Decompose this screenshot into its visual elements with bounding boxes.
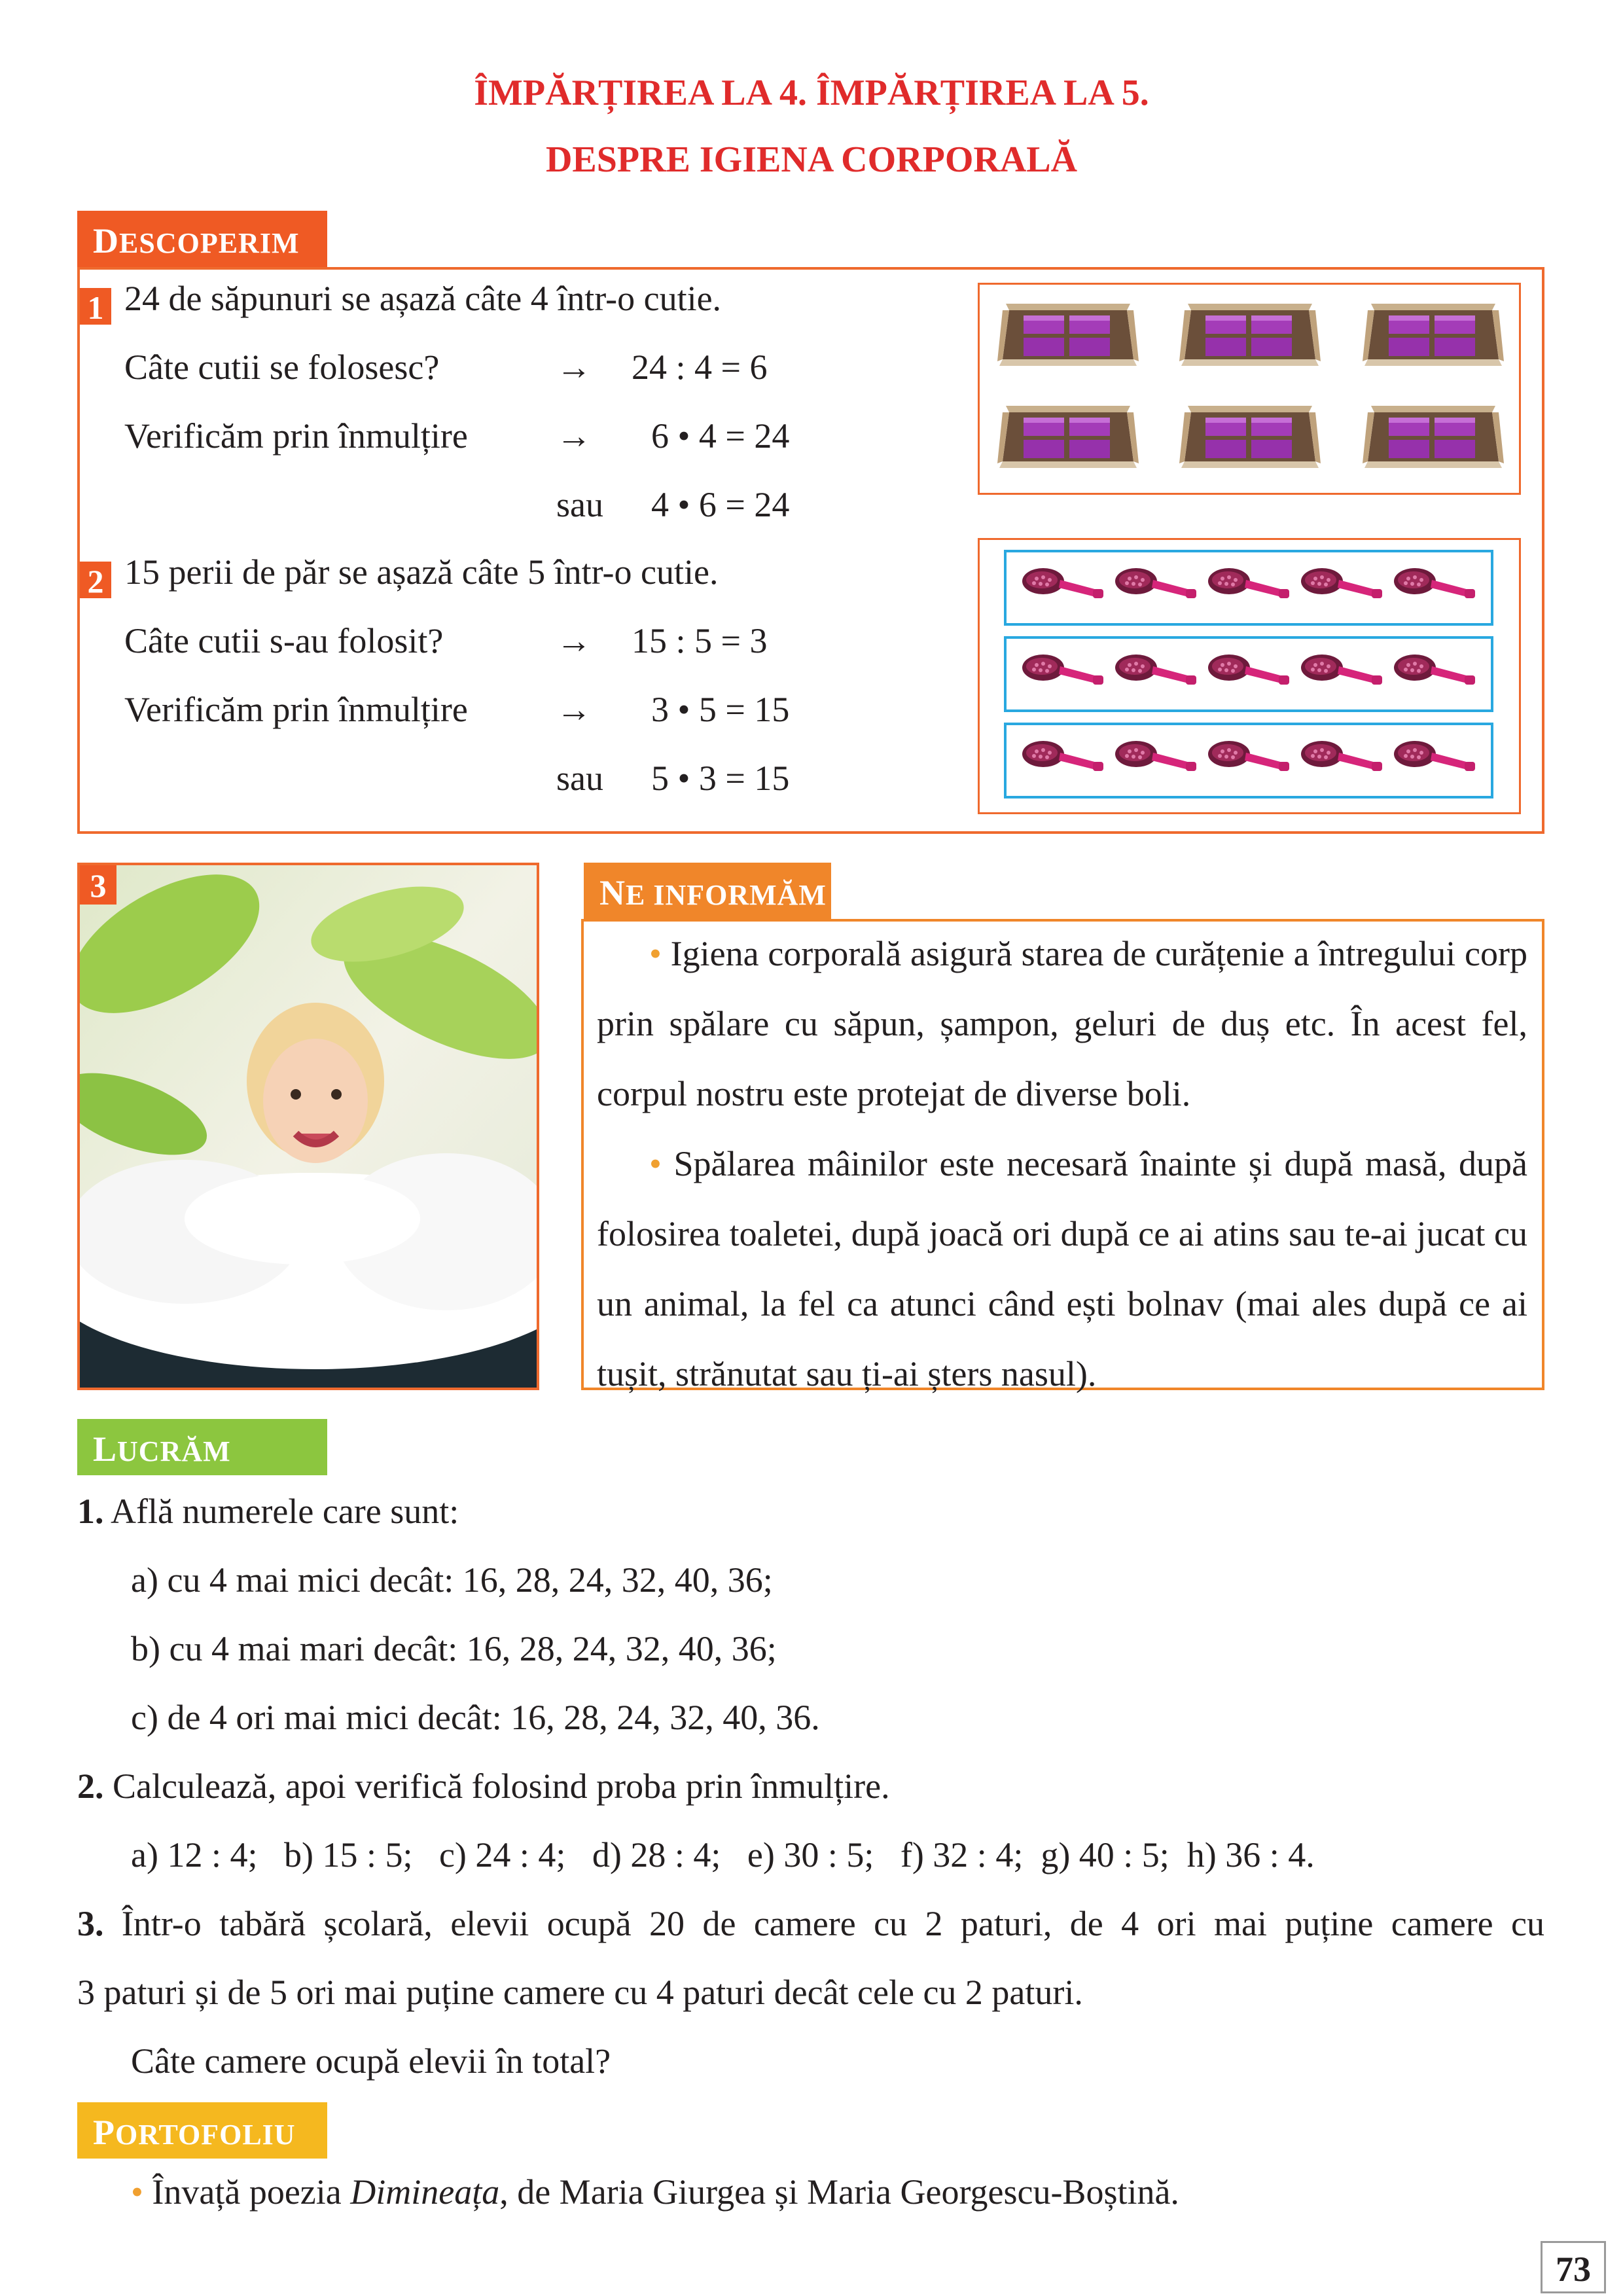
info-paragraph-1: • Igiena corporală asigură starea de curățenie a întregului corp prin spălare cu săpun, șampon, geluri de duș etc. În acest fel, corpul nostru este protejat de diverse boli. xyxy=(597,934,1527,1113)
lucram-exercise-1a: a) cu 4 mai mici decât: 16, 28, 24, 32, 40, 36; xyxy=(131,1560,773,1600)
lucram-exercise-3-question: Câte camere ocupă elevii în total? xyxy=(131,2041,611,2081)
lucram-exercise-1: 1. Află numerele care sunt: xyxy=(77,1492,459,1531)
exercise-number-1: 1 xyxy=(80,288,111,325)
soap-boxes-graphic xyxy=(978,283,1521,495)
ex1-verify-result: 6 • 4 = 24 xyxy=(651,416,790,456)
ex1-statement: 24 de săpunuri se așază câte 4 într-o cutie. xyxy=(124,279,722,318)
lucram-exercise-2-items: a) 12 : 4; b) 15 : 5; c) 24 : 4; d) 28 : 4; e) 30 : 5; f) 32 : 4; g) 40 : 5; h) 36 : 4. xyxy=(131,1835,1315,1874)
section-tab-descoperim: DESCOPERIM xyxy=(77,211,327,267)
ex2-division: 15 : 5 = 3 xyxy=(632,621,768,660)
ex2-sau-label: sau xyxy=(556,759,603,798)
ex2-verify-result: 3 • 5 = 15 xyxy=(651,690,790,729)
bullet-icon: • xyxy=(131,2172,143,2212)
lucram-exercise-2: 2. Calculează, apoi verifică folosind proba prin înmulțire. xyxy=(77,1767,890,1806)
ex1-question: Câte cutii se folosesc? xyxy=(124,348,440,387)
lucram-exercise-1b: b) cu 4 mai mari decât: 16, 28, 24, 32, 40, 36; xyxy=(131,1629,777,1668)
bullet-icon: • xyxy=(649,934,662,973)
exercise-number-3: 3 xyxy=(90,867,107,904)
arrow-icon: → xyxy=(556,416,592,456)
exercise-number-2: 2 xyxy=(80,562,111,598)
ex1-sau-label: sau xyxy=(556,485,603,524)
section-tab-lucram: LUCRĂM xyxy=(77,1419,327,1475)
arrow-icon: → xyxy=(556,621,592,660)
lucram-exercise-1c: c) de 4 ori mai mici decât: 16, 28, 24, 32, 40, 36. xyxy=(131,1698,820,1737)
bullet-icon: • xyxy=(649,1144,662,1183)
ex1-verify-label: Verificăm prin înmulțire xyxy=(124,416,468,456)
ex1-sau-result: 4 • 6 = 24 xyxy=(651,485,790,524)
ex2-sau-result: 5 • 3 = 15 xyxy=(651,759,790,798)
section-tab-ne-informam: NE INFORMĂM xyxy=(584,863,831,919)
lucram-exercise-3-line1: 3. Într-o tabără școlară, elevii ocupă 20 de camere cu 2 paturi, de 4 ori mai puține camere cu xyxy=(77,1904,1545,1943)
arrow-icon: → xyxy=(556,348,592,387)
page-number: 73 xyxy=(1541,2241,1606,2293)
page-title: ÎMPĂRȚIREA LA 4. ÎMPĂRȚIREA LA 5. xyxy=(474,73,1149,113)
brushes-graphic xyxy=(978,538,1521,814)
arrow-icon: → xyxy=(556,690,592,729)
ex2-question: Câte cutii s-au folosit? xyxy=(124,621,444,660)
info-paragraph-2: • Spălarea mâinilor este necesară înainte și după masă, după folosirea toaletei, după joacă ori după ce ai atins sau te-ai jucat cu un animal, la fel ca atunci când ești bolnav (mai ales după ce ai tușit, strănutat sau ți-ai șters nasul). xyxy=(597,1144,1528,1393)
portofoliu-task: • Învață poezia Dimineața, de Maria Giurgea și Maria Georgescu-Boștină. xyxy=(131,2172,1179,2212)
child-bath-photo xyxy=(80,865,537,1388)
ex2-statement: 15 perii de păr se așază câte 5 într-o cutie. xyxy=(124,552,719,592)
ex1-division: 24 : 4 = 6 xyxy=(632,348,768,387)
page-subtitle: DESPRE IGIENA CORPORALĂ xyxy=(545,139,1078,180)
ex2-verify-label: Verificăm prin înmulțire xyxy=(124,690,468,729)
section-tab-portofoliu: PORTOFOLIU xyxy=(77,2102,327,2159)
lucram-exercise-3-line2: 3 paturi și de 5 ori mai puține camere cu 4 paturi decât cele cu 2 paturi. xyxy=(77,1973,1083,2012)
